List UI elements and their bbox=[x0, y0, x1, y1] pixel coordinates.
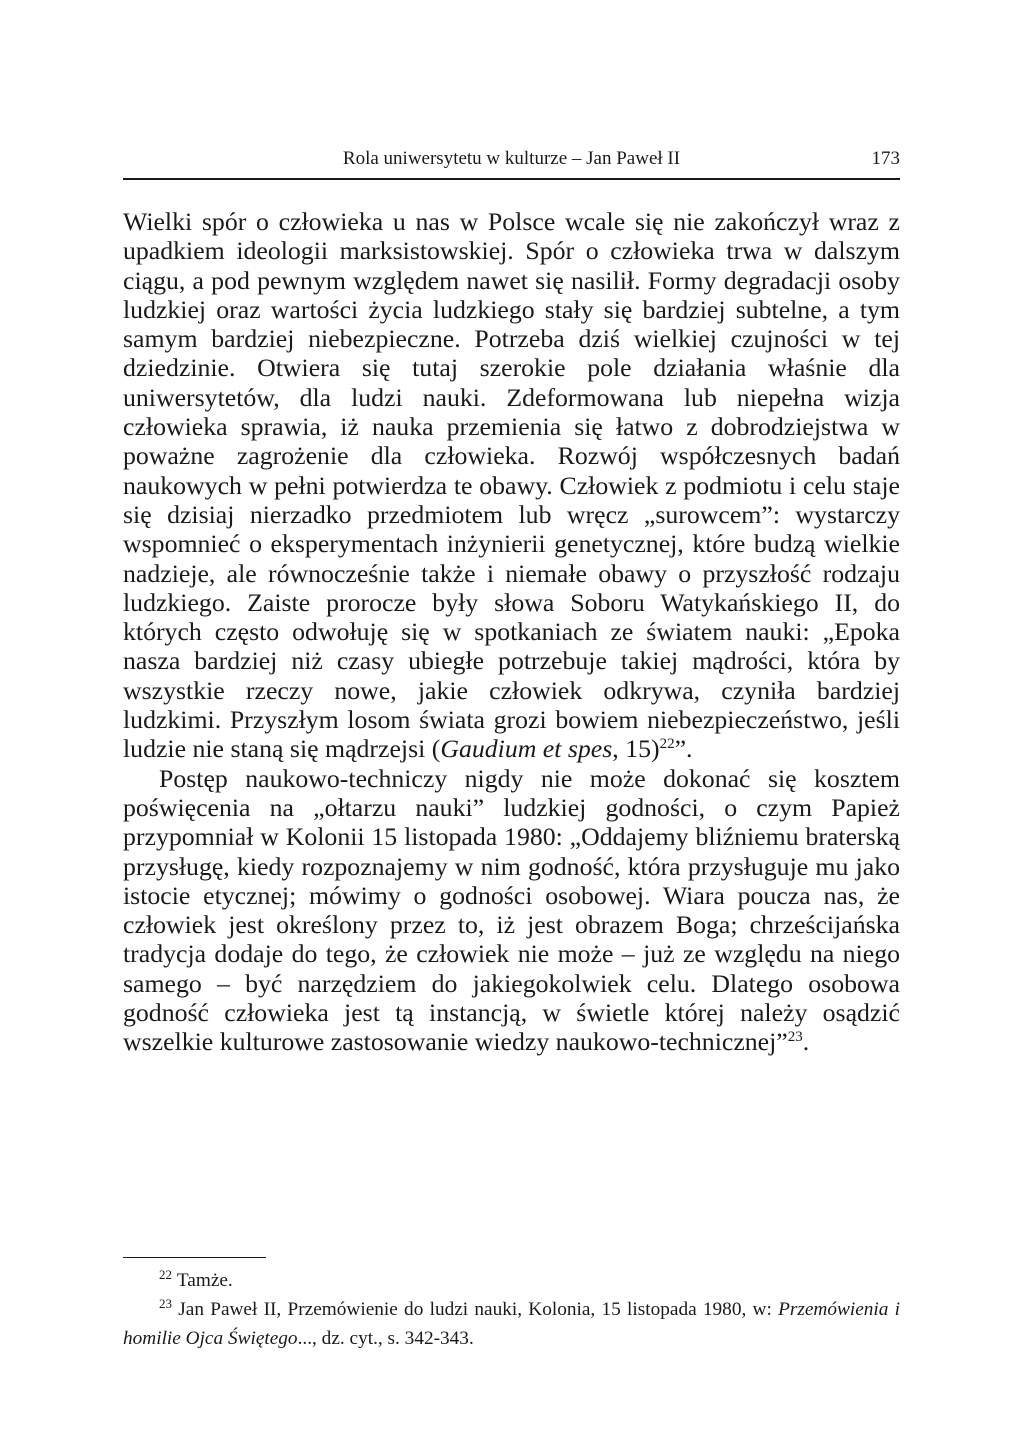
closing-punctuation: ”. bbox=[674, 734, 693, 764]
main-text bbox=[123, 207, 900, 1057]
footnote-marker: 22 bbox=[659, 736, 675, 753]
closing-punctuation: . bbox=[802, 1027, 810, 1057]
page-number: 173 bbox=[871, 148, 900, 169]
paragraph bbox=[123, 207, 900, 764]
running-title: Rola uniwersytetu w kulturze – Jan Paweł II bbox=[342, 148, 681, 169]
footnote-tail: ..., dz. cyt., s. 342-343. bbox=[297, 1328, 474, 1349]
citation-ref: , 15) bbox=[612, 734, 660, 764]
paragraph bbox=[123, 764, 900, 1057]
footnote-source-title: Przemówienia i homilie Ojca Świętego bbox=[123, 1299, 901, 1349]
paragraph-text: Wielki spór o człowieka u nas w Polsce wcale się nie zakończył wraz z upadkiem ideologii marksistowskiej. Spór o człowieka trwa w dalszym ciągu, a pod pewnym względem nawet się nasilił. Formy degradacji osoby ludzkiej oraz wartości życia ludzkiego stały się bardziej subtelne, a tym samym bardziej niebezpieczne. Potrzeba dziś wielkiej czujności w tej dziedzinie. Otwiera się tutaj szerokie pole działania właśnie dla uniwersytetów, dla ludzi nauki. Zdeformowana lub niepełna wizja człowieka sprawia, iż nauka przemienia się łatwo z dobrodziejstwa w poważne zagrożenie dla człowieka. Rozwój współczesnych badań naukowych w pełni potwierdza te obawy. Człowiek z podmiotu i celu staje się dzisiaj nierzadko przedmiotem lub wręcz „surowcem”: wystarczy wspomnieć o eksperymentach inżynierii genetycznej, które budzą wielkie nadzieje, ale równocześnie także i niemałe obawy o przyszłość rodzaju ludzkiego. Zaiste prorocze były słowa Soboru Watykańskiego II, do których często odwołuję się w spotkaniach ze światem nauki: „Epoka nasza bardziej niż czasy ubiegłe potrzebuje takiej mądrości, która by wszystkie rzeczy nowe, jakie człowiek odkrywa, czyniła bardziej ludzkimi. Przyszłym losom świata grozi bowiem niebezpieczeństwo, jeśli ludzie nie staną się mądrzejsi ( bbox=[123, 207, 900, 764]
footnote-text: Jan Paweł II, Przemówienie do ludzi nauki, Kolonia, 15 listopada 1980, w: bbox=[178, 1299, 779, 1320]
paragraph-text: Postęp naukowo-techniczy nigdy nie może dokonać się kosztem poświęcenia na „ołtarzu nauki” ludzkiej godności, o czym Papież przypomniał w Kolonii 15 listopada 1980: „Oddajemy bliźniemu braterską przysługę, kiedy rozpoznajemy w nim godność, która przysługuje mu jako istocie etycznej; mówimy o godności osobowej. Wiara poucza nas, że człowiek jest określony przez to, iż jest obrazem Boga; chrześcijańska tradycja dodaje do tego, że człowiek nie może – już ze względu na niego samego – być narzędziem do jakiegokolwiek celu. Dlatego osobowa godność człowieka jest tą instancją, w świetle której należy osądzić wszelkie kulturowe zastosowanie wiedzy naukowo-technicznej” bbox=[123, 763, 900, 1057]
footnote-text: Tamże. bbox=[176, 1270, 233, 1291]
footnote bbox=[123, 1266, 900, 1295]
footnote-number: 23 bbox=[159, 1295, 172, 1311]
footnote-marker: 23 bbox=[787, 1029, 803, 1046]
citation-title: Gaudium et spes bbox=[440, 734, 613, 764]
running-header bbox=[123, 146, 900, 180]
footnote bbox=[123, 1295, 900, 1353]
footnote-separator bbox=[123, 1257, 266, 1258]
footnotes bbox=[123, 1266, 900, 1353]
footnote-number: 22 bbox=[159, 1266, 172, 1282]
